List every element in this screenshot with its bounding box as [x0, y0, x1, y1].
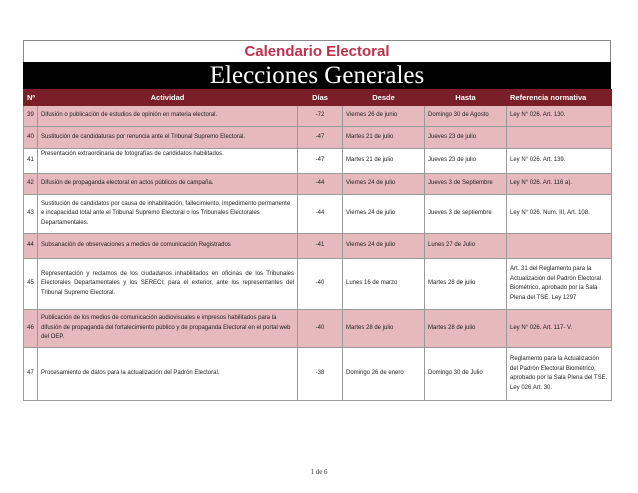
- row-referencia: Ley N° 026. Art. 117- V.: [507, 310, 612, 348]
- table-row: [24, 259, 612, 310]
- row-num: 47: [24, 348, 38, 401]
- table-row: [24, 174, 612, 195]
- row-desde: Martes 21 de julio: [343, 149, 425, 174]
- row-actividad: Difusión o publicación de estudios de opinión en materia electoral.: [38, 106, 298, 127]
- row-num: 40: [24, 127, 38, 149]
- row-actividad: Sustitución de candidaturas por renuncia ante el Tribunal Supremo Electoral.: [38, 127, 298, 149]
- row-referencia: Ley N° 026. Art. 139.: [507, 149, 612, 174]
- row-desde: Martes 21 de julio: [343, 127, 425, 149]
- row-actividad: Representación y reclamos de los ciudadanos inhabilitados en oficinas de los Tribunales Electorales Departamentales y los SERECI; para el exterior, ante los representantes del Tribunal Supremo Electoral.: [38, 259, 298, 310]
- row-desde: Domingo 26 de enero: [343, 348, 425, 401]
- row-actividad: Presentación extraordinaria de fotografías de candidatos habilitados.: [38, 149, 298, 174]
- row-num: 45: [24, 259, 38, 310]
- row-actividad: Procesamiento de datos para la actualización del Padrón Electoral.: [38, 348, 298, 401]
- row-num: 46: [24, 310, 38, 348]
- row-num: 43: [24, 195, 38, 234]
- row-dias: -72: [298, 106, 343, 127]
- row-referencia: Ley N° 026. Art. 116 a).: [507, 174, 612, 195]
- row-actividad: Publicación de los medios de comunicación audiovisuales e impresos habilitados para la difusión de propaganda del fortalecimiento público y de propaganda Electoral en el portal web del OEP.: [38, 310, 298, 348]
- row-desde: Viernes 26 de junio: [343, 106, 425, 127]
- row-dias: -44: [298, 174, 343, 195]
- row-referencia: [507, 234, 612, 259]
- row-num: 44: [24, 234, 38, 259]
- page-of: de: [315, 468, 323, 476]
- col-header-dias: Días: [298, 90, 343, 106]
- page-footer: [0, 468, 638, 476]
- calendar-table: [23, 89, 612, 401]
- col-header-num: Nº: [24, 90, 38, 106]
- row-hasta: Jueves 23 de julio: [425, 127, 507, 149]
- row-hasta: Jueves 3 de Septiembre: [425, 174, 507, 195]
- row-referencia: Reglamento para la Actualización del Padrón Electoral Biométrico, aprobado por la Sala Plena del TSE. Ley 026 Art. 30.: [507, 348, 612, 401]
- row-referencia: Art. 31 del Reglamento para la Actualización del Padrón Electoral Biométrico, aprobado por la Sala Plena del TSE. Ley 1297: [507, 259, 612, 310]
- row-desde: Viernes 24 de julio: [343, 234, 425, 259]
- row-desde: Lunes 16 de marzo: [343, 259, 425, 310]
- row-dias: -47: [298, 149, 343, 174]
- col-header-hasta: Hasta: [425, 90, 507, 106]
- row-actividad: Sustitución de candidatos por causa de inhabilitación, fallecimiento, impedimento permanente e incapacidad total ante el Tribunal Supremo Electoral o los Tribunales Electorales Departamentales.: [38, 195, 298, 234]
- row-dias: -38: [298, 348, 343, 401]
- row-actividad: Subsanación de observaciones a medios de comunicación Registrados: [38, 234, 298, 259]
- row-num: 41: [24, 149, 38, 174]
- row-referencia: Ley N° 026. Num. III, Art. 108.: [507, 195, 612, 234]
- col-header-referencia: Referencia normativa: [507, 90, 612, 106]
- row-hasta: Martes 28 de julio: [425, 310, 507, 348]
- table-row: [24, 234, 612, 259]
- row-hasta: Lunes 27 de Julio: [425, 234, 507, 259]
- calendar-sheet: [23, 40, 611, 401]
- row-dias: -44: [298, 195, 343, 234]
- table-header-row: [24, 90, 612, 106]
- table-row: [24, 149, 612, 174]
- table-row: [24, 348, 612, 401]
- row-num: 39: [24, 106, 38, 127]
- row-num: 42: [24, 174, 38, 195]
- row-hasta: Jueves 23 de julio: [425, 149, 507, 174]
- row-dias: -40: [298, 310, 343, 348]
- row-hasta: Domingo 30 de Agosto: [425, 106, 507, 127]
- row-referencia: [507, 127, 612, 149]
- page-number: 1: [310, 468, 314, 476]
- election-title: Elecciones Generales: [23, 62, 611, 89]
- row-dias: -40: [298, 259, 343, 310]
- row-hasta: Martes 28 de julio: [425, 259, 507, 310]
- row-dias: -47: [298, 127, 343, 149]
- col-header-desde: Desde: [343, 90, 425, 106]
- row-hasta: Jueves 3 de septiembre: [425, 195, 507, 234]
- table-row: [24, 310, 612, 348]
- col-header-actividad: Actividad: [38, 90, 298, 106]
- row-dias: -41: [298, 234, 343, 259]
- row-actividad: Difusión de propaganda electoral en actos públicos de campaña.: [38, 174, 298, 195]
- row-hasta: Domingo 30 de Julio: [425, 348, 507, 401]
- row-desde: Viernes 24 de julio: [343, 195, 425, 234]
- row-desde: Viernes 24 de julio: [343, 174, 425, 195]
- row-referencia: Ley N° 026. Art. 130.: [507, 106, 612, 127]
- table-row: [24, 195, 612, 234]
- page-total: 6: [324, 468, 328, 476]
- calendar-title: Calendario Electoral: [23, 40, 611, 62]
- table-row: [24, 127, 612, 149]
- table-row: [24, 106, 612, 127]
- row-desde: Martes 28 de julio: [343, 310, 425, 348]
